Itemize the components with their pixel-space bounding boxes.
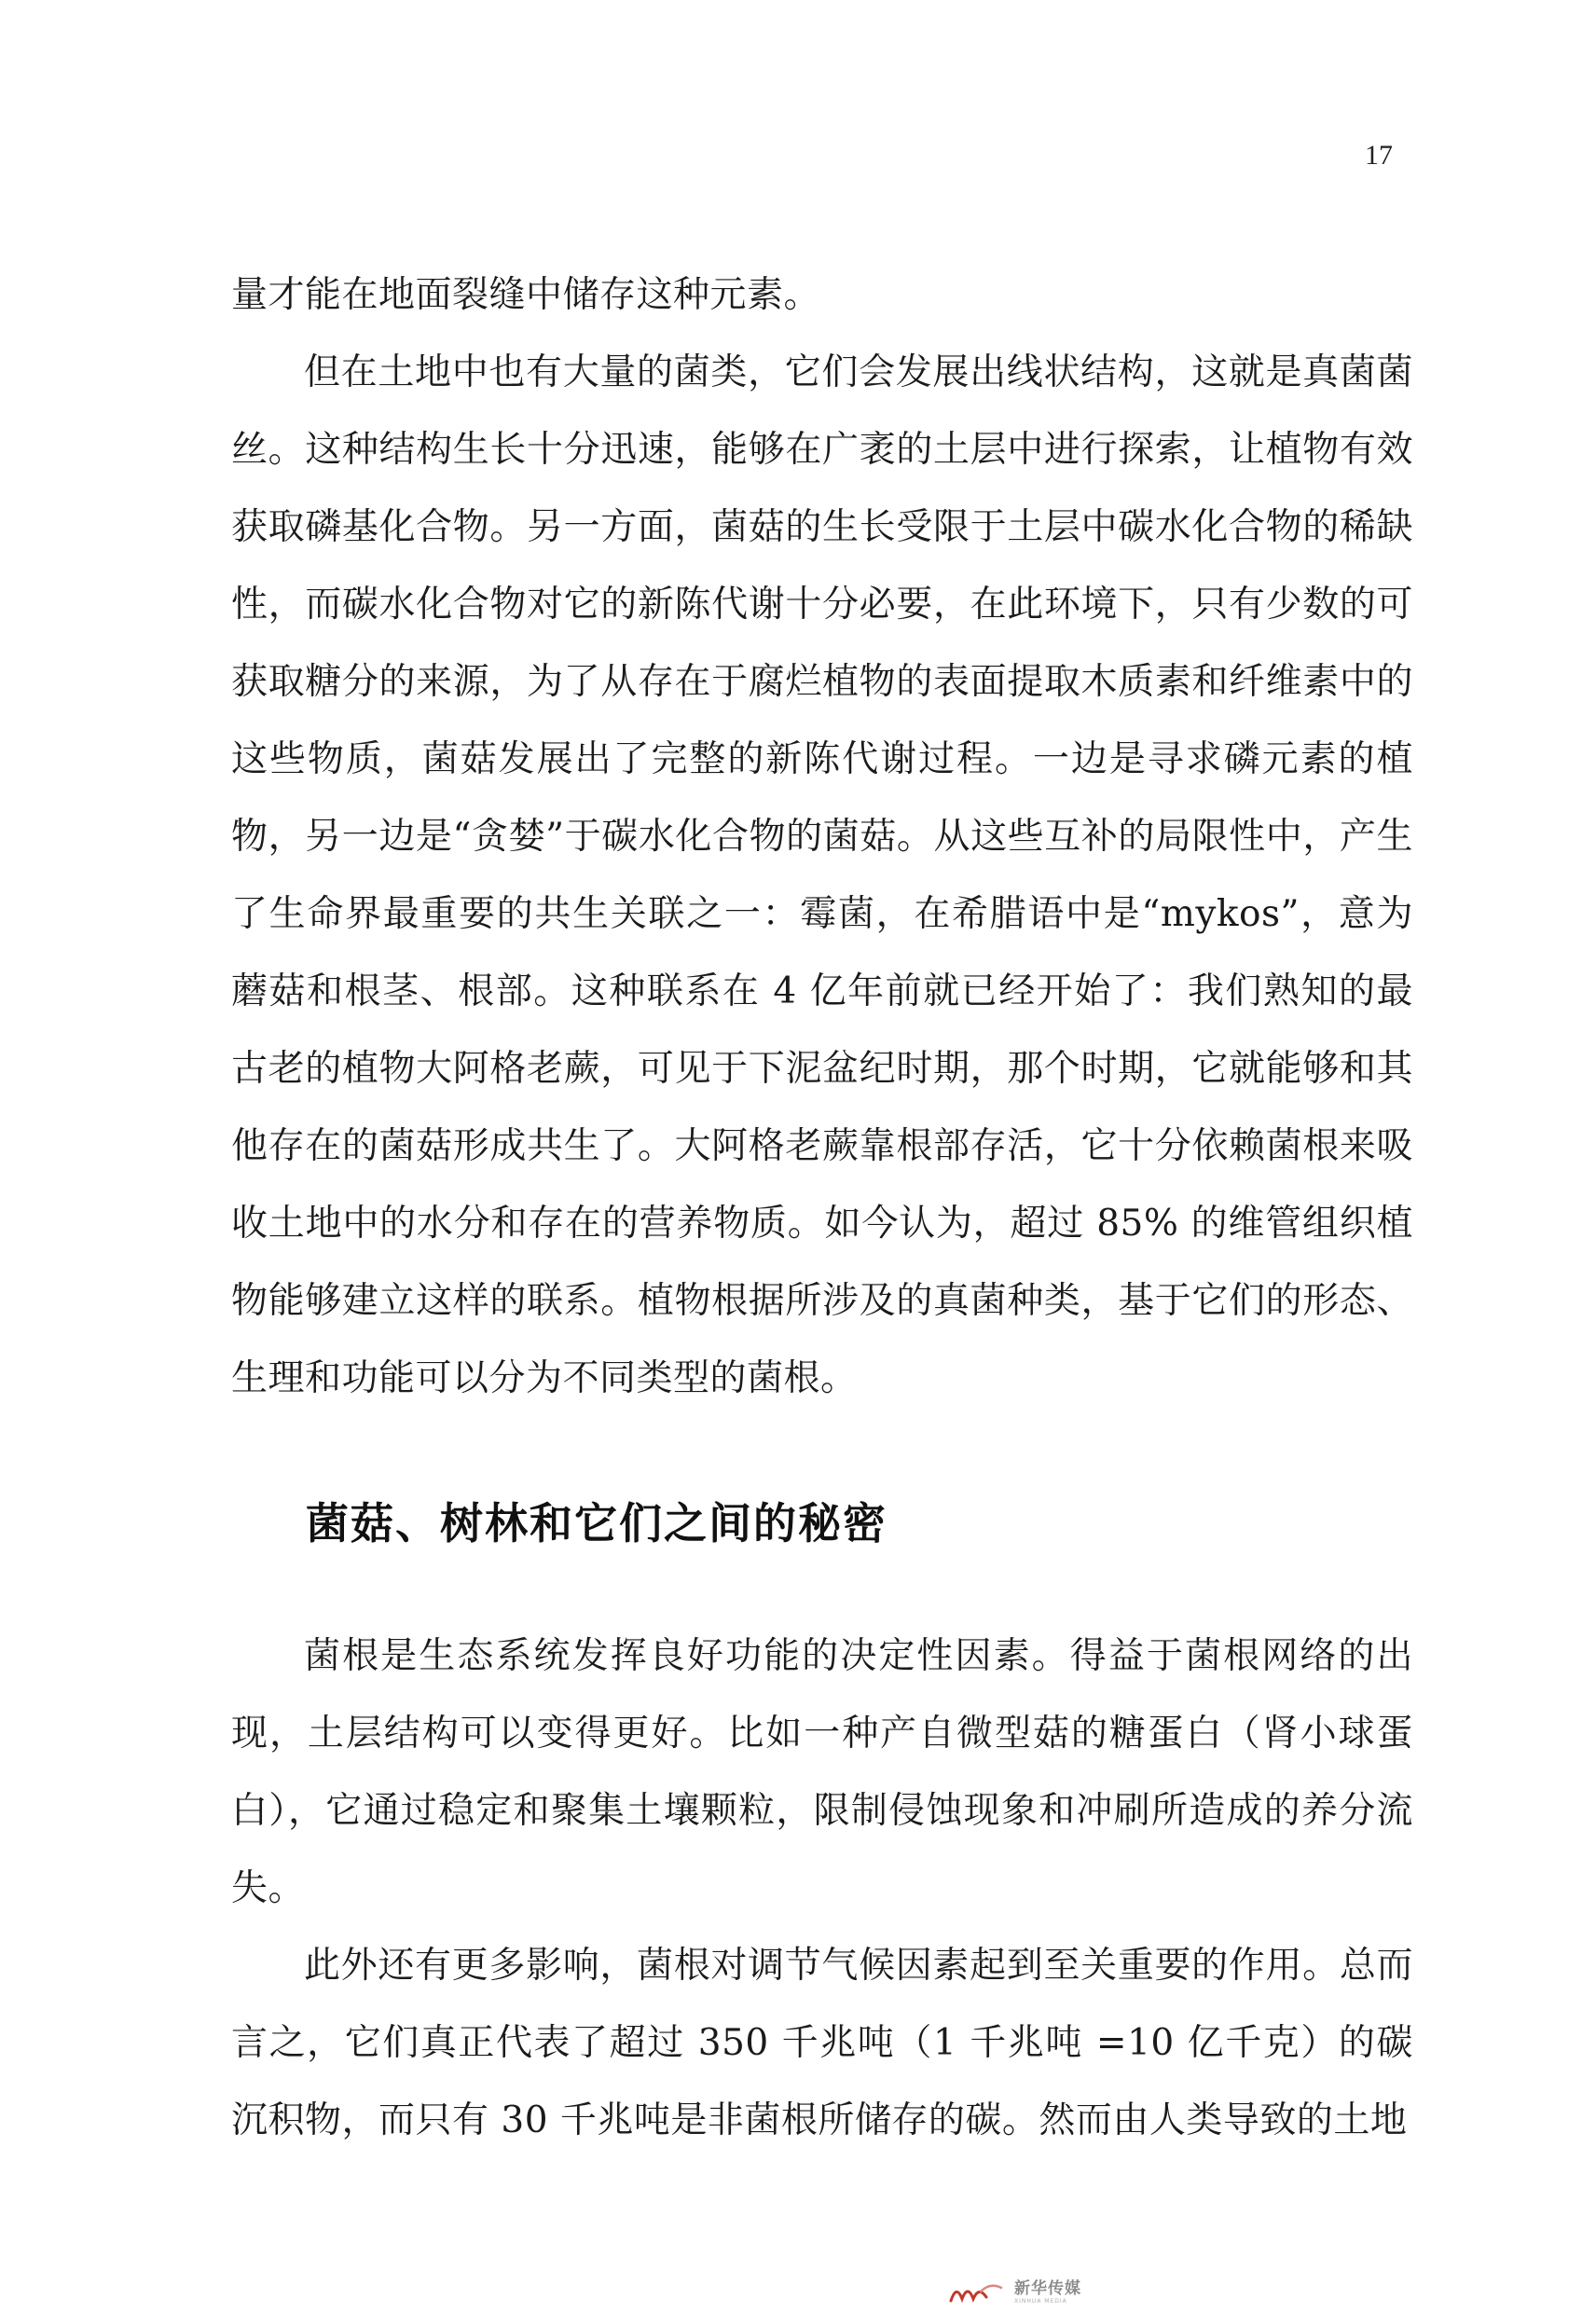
paragraph-climate: 此外还有更多影响，菌根对调节气候因素起到至关重要的作用。总而言之，它们真正代表了超过 350 千兆吨（1 千兆吨 =10 亿千克）的碳沉积物，而只有 30 千兆吨是非菌根所储存的碳。然而由人类导致的土地 [231,1945,1413,2141]
paragraph-mycorrhiza-origin: 但在土地中也有大量的菌类，它们会发展出线状结构，这就是真菌菌丝。这种结构生长十分迅速，能够在广袤的土层中进行探索，让植物有效获取磷基化合物。另一方面，菌菇的生长受限于土层中碳水化合物的稀缺性，而碳水化合物对它的新陈代谢十分必要，在此环境下，只有少数的可获取糖分的来源，为了从存在于腐烂植物的表面提取木质素和纤维素中的这些物质，菌菇发展出了完整的新陈代谢过程。一边是寻求磷元素的植物，另一边是“贪婪”于碳水化合物的菌菇。从这些互补的局限性中，产生了生命界最重要的共生关联之一：霉菌，在希腊语中是“mykos”，意为蘑菇和根茎、根部。这种联系在 4 亿年前就已经开始了：我们熟知的最古老的植物大阿格老蕨，可见于下泥盆纪时期，那个时期，它就能够和其他存在的菌菇形成共生了。大阿格老蕨靠根部存活，它十分依赖菌根来吸收土地中的水分和存在的营养物质。如今认为，超过 85% 的维管组织植物能够建立这样的联系。植物根据所涉及的真菌种类，基于它们的形态、生理和功能可以分为不同类型的菌根。 [231,351,1413,1399]
paragraph-soil-structure: 菌根是生态系统发挥良好功能的决定性因素。得益于菌根网络的出现，土层结构可以变得更好。比如一种产自微型菇的糖蛋白（肾小球蛋白），它通过稳定和聚集土壤颗粒，限制侵蚀现象和冲刷所造成的养分流失。 [231,1635,1413,1909]
page-number: 17 [1365,140,1393,171]
paragraph-continued: 量才能在地面裂缝中储存这种元素。 [231,274,821,316]
publisher-name-en: XINHUA MEDIA [1014,2297,1067,2305]
publisher-logo [947,2278,1081,2306]
publisher-name: 新华传媒 [1014,2278,1081,2298]
section-1-body [231,256,1413,1417]
section-heading: 菌菇、树林和它们之间的秘密 [306,1498,887,1548]
publisher-logo-mark-icon [947,2278,1007,2306]
section-2-body [231,1617,1413,2159]
